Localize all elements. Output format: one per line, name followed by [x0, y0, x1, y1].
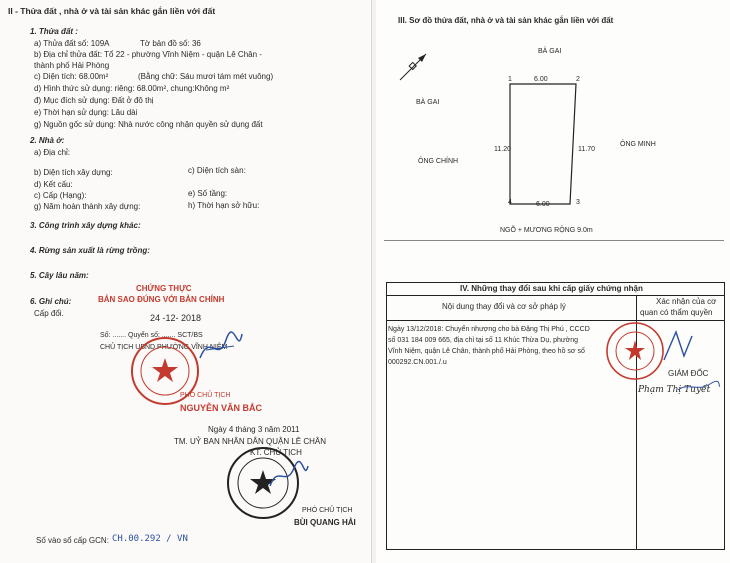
house-ownership-term: h) Thời hạn sở hữu: [188, 201, 260, 210]
col-authority-header-1: Xác nhận của cơ [656, 297, 717, 306]
house-structure: d) Kết cấu: [34, 180, 73, 189]
dim-bottom: 6.00 [536, 201, 550, 208]
dim-top: 6.00 [534, 76, 548, 83]
signature-right-2-icon [676, 380, 722, 394]
perennial: 5. Cây lâu năm: [30, 271, 89, 280]
changes-title: IV. Những thay đổi sau khi cấp giấy chứng nhận [460, 284, 643, 293]
table-bottom-border [386, 549, 725, 550]
corner-3: 3 [576, 199, 580, 206]
house-heading: 2. Nhà ở: [30, 136, 65, 145]
section-title-left: II - Thửa đất , nhà ở và tài sản khác gắn liền với đất [8, 6, 216, 16]
house-year: g) Năm hoàn thành xây dựng: [34, 202, 141, 211]
neighbor-left: BÀ GAI [416, 99, 440, 106]
dim-right: 11.70 [578, 146, 595, 153]
signature-right-1-icon [658, 326, 698, 366]
usage-origin: g) Nguồn gốc sử dụng: Nhà nước công nhận quyền sử dụng đất [34, 120, 263, 129]
other-works: 3. Công trình xây dựng khác: [30, 221, 141, 230]
parcel-area-words: (Bằng chữ: Sáu mươi tám mét vuông) [138, 72, 274, 81]
table-header-rule [386, 295, 725, 296]
map-sheet: Tờ bản đồ số: 36 [140, 39, 201, 48]
issue-date: Ngày 4 tháng 3 năm 2011 [208, 425, 300, 434]
parcel-address-line2: thành phố Hải Phòng [34, 61, 110, 70]
certify-date: 24 -12- 2018 [150, 313, 202, 323]
certify-line: BẢN SAO ĐÚNG VỚI BẢN CHÍNH [98, 295, 225, 304]
usage-purpose: đ) Mục đích sử dụng: Đất ở đô thị [34, 96, 154, 105]
change-line-3: Vĩnh Niệm, quận Lê Chân, thành phố Hải Phòng, theo hồ sơ số [388, 348, 585, 355]
change-line-4: 000292.CN.001./.u [388, 359, 447, 366]
branch-seal-icon [604, 320, 666, 382]
table-body-rule [386, 320, 725, 321]
house-grade: c) Cấp (Hạng): [34, 191, 87, 200]
table-left-border [386, 282, 387, 550]
parcel-address-line1: b) Địa chỉ thửa đất: Tổ 22 - phường Vĩnh Niệm - quận Lê Chân - [34, 50, 262, 59]
land-heading: 1. Thửa đất : [30, 27, 78, 36]
house-floor-area: c) Diện tích sàn: [188, 166, 246, 175]
notes-heading: 6. Ghi chú: [30, 297, 72, 306]
committee: TM. UỶ BAN NHÂN DÂN QUẬN LÊ CHÂN [174, 437, 327, 446]
vice-chair-name: NGUYỄN VĂN BẮC [180, 403, 263, 413]
col-content-header: Nội dung thay đổi và cơ sở pháp lý [442, 302, 566, 311]
house-address: a) Địa chỉ: [34, 148, 71, 157]
right-page [376, 0, 730, 563]
parcel-number: a) Thửa đất số: 109A [34, 39, 110, 48]
vice-chair-title: PHÓ CHỦ TỊCH [180, 392, 231, 399]
director-name: Phạm Thị Tuyết [638, 385, 711, 395]
table-right-border [724, 282, 725, 550]
signature-left-1-icon [196, 328, 246, 368]
house-floors: e) Số tầng: [188, 189, 228, 198]
col-authority-header-2: quan có thẩm quyền [640, 308, 713, 317]
usage-form: d) Hình thức sử dụng: riêng: 68.00m², chung:Không m² [34, 84, 230, 93]
table-top-border [386, 282, 725, 283]
signature-left-2-icon [266, 458, 312, 494]
house-build-area: b) Diện tích xây dựng: [34, 168, 113, 177]
neighbor-left2: ÔNG CHÍNH [418, 158, 459, 165]
section-title-right: III. Sơ đồ thửa đất, nhà ở và tài sản khác gắn liền với đất [398, 16, 614, 25]
vice-chair-name2: BÙI QUANG HẢI [294, 518, 356, 527]
certify-title: CHỨNG THỰC [136, 284, 192, 293]
certify-number: Số: ....... Quyển số: ....... SCT/BS [100, 332, 203, 339]
usage-term: e) Thời hạn sử dụng: Lâu dài [34, 108, 138, 117]
parcel-plot-diagram [500, 76, 582, 210]
book-value: CH.00.292 / VN [112, 534, 188, 544]
committee-sub: KT. CHỦ TỊCH [250, 448, 302, 457]
corner-2: 2 [576, 76, 580, 83]
parcel-area: c) Diện tích: 68.00m² [34, 72, 109, 81]
change-line-2: số 031 184 009 665, địa chỉ tại số 11 Khúc Thừa Dụ, phường [388, 337, 578, 344]
corner-1: 1 [508, 76, 512, 83]
corner-4: 4 [508, 199, 512, 206]
book-label: Số vào sổ cấp GCN: [36, 536, 109, 545]
certify-sign-title: CHỦ TỊCH UBND PHƯỜNG VĨNH NIỆM [100, 344, 228, 351]
neighbor-top: BÀ GAI [538, 48, 562, 55]
north-arrow-icon [396, 50, 432, 84]
diagram-divider [384, 240, 724, 241]
director-title: GIÁM ĐỐC [668, 369, 709, 378]
change-line-1: Ngày 13/12/2018: Chuyển nhượng cho bà Đặng Thị Phú , CCCD [388, 326, 590, 333]
notes-value: Cấp đổi. [34, 309, 64, 318]
road-label: NGÕ + MƯƠNG RỘNG 9.0m [500, 227, 593, 234]
dim-left: 11.20 [494, 146, 511, 153]
vice-chair-title2: PHÓ CHỦ TỊCH [302, 507, 353, 514]
neighbor-right: ÔNG MINH [620, 141, 656, 148]
forest: 4. Rừng sản xuất là rừng trồng: [30, 246, 150, 255]
